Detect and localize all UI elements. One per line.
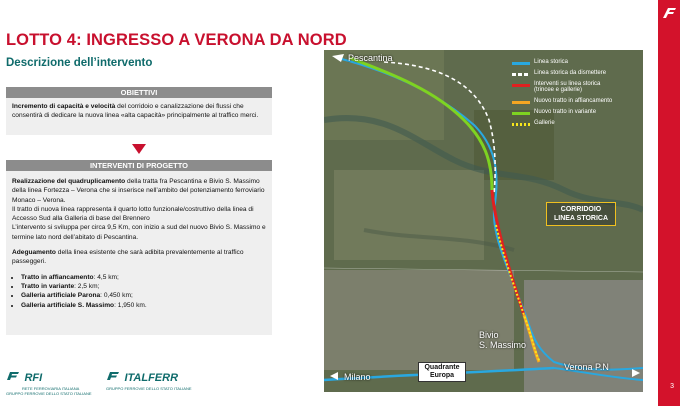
brand-sidebar: [658, 0, 680, 406]
rfi-logo-icon: [6, 371, 20, 381]
interventions-p1-text: della tratta fra Pescantina e Bivio S. Massimo della linea Fortezza – Verona che si inserisce nell’ambito del potenziamento ferroviario Monaco – Verona.: [12, 178, 265, 204]
legend-item: Nuovo tratto in variante: [512, 108, 643, 119]
interventions-header: INTERVENTI DI PROGETTO: [6, 160, 272, 171]
interventions-p4-bold: Adeguamento: [12, 249, 56, 257]
corridoio-line1: CORRIDOIO: [560, 206, 602, 213]
page-number: 3: [670, 383, 674, 390]
objectives-box: [6, 98, 272, 135]
interventions-p3: L’intervento si sviluppa per circa 9,5 Km, con inizio a sud del nuovo Bivio S. Massimo e termine lato nord dell’abitato di Pescantina.: [12, 224, 266, 241]
quadrante-box: [418, 362, 466, 382]
italferr-logo-icon: [106, 371, 120, 381]
legend-item: Linea storica da dismettere: [512, 69, 643, 80]
interventions-p2: Il tratto di nuova linea rappresenta il quarto lotto funzionale/costruttivo della linea di Accesso Sud alla Galleria di base del Brennero: [12, 205, 254, 223]
map-label-verona: Verona P.N: [564, 362, 609, 372]
quadrante-line2: Europa: [429, 372, 455, 379]
interventions-box: [6, 171, 272, 335]
rfi-sub2: GRUPPO FERROVIE DELLO STATO ITALIANE: [6, 391, 92, 396]
list-item: • Galleria artificiale S. Massimo: 1,950 km.: [21, 301, 266, 310]
legend-item: Gallerie: [512, 119, 643, 130]
down-arrow-icon: [132, 144, 146, 154]
legend-swatch: [512, 84, 530, 87]
objectives-text: [12, 102, 266, 121]
objectives-bold: Incremento di capacità e velocità: [12, 103, 116, 110]
map-label-pescantina: Pescantina: [348, 53, 393, 63]
interventions-p4: [12, 248, 266, 267]
italferr-sub: GRUPPO FERROVIE DELLO STATO ITALIANE: [106, 386, 192, 391]
map-label-milano: Milano: [344, 372, 371, 382]
fs-logo-icon: [660, 5, 678, 21]
corridoio-line2: LINEA STORICA: [553, 215, 609, 222]
list-item: • Tratto in variante: 2,5 km;: [21, 282, 266, 291]
objectives-header: OBIETTIVI: [6, 87, 272, 98]
interventions-p4-text: della linea esistente che sarà adibita prevalentemente al traffico passeggeri.: [12, 249, 244, 266]
rfi-name: RFI: [24, 372, 43, 384]
legend-swatch: [512, 101, 530, 104]
interventions-list: [12, 273, 266, 310]
list-item: • Tratto in affiancamento: 4,5 km;: [21, 273, 266, 282]
italferr-logo: [106, 368, 192, 391]
legend-swatch: [512, 123, 530, 126]
aerial-map: [324, 50, 643, 392]
legend-swatch: [512, 73, 530, 76]
interventions-p1: [12, 177, 266, 205]
legend-item: Interventi su linea storica (trincee e gallerie): [512, 80, 643, 97]
map-label-san-massimo: S. Massimo: [479, 340, 527, 350]
rfi-sub1: RETE FERROVIARIA ITALIANA: [22, 386, 80, 391]
page-subtitle: Descrizione dell’intervento: [6, 57, 153, 69]
legend-swatch: [512, 112, 530, 115]
list-item: • Galleria artificiale Parona: 0,450 km;: [21, 291, 266, 300]
page-title: LOTTO 4: INGRESSO A VERONA DA NORD: [6, 31, 347, 49]
quadrante-line1: Quadrante: [424, 364, 460, 371]
legend-item: Linea storica: [512, 58, 643, 69]
map-legend: [512, 58, 643, 130]
legend-item: Nuovo tratto in affiancamento: [512, 97, 643, 108]
map-label-bivio: Bivio: [479, 330, 499, 340]
interventions-p1-bold: Realizzazione del quadruplicamento: [12, 178, 126, 185]
objectives-body: del corridoio e canalizzazione dei flussi che consentirà di dedicare la nuova linea «alta capacità» principalmente al traffico merci.: [12, 103, 259, 120]
corridoio-box: [546, 202, 616, 226]
rfi-logo: [6, 368, 92, 396]
legend-swatch: [512, 62, 530, 65]
italferr-name: ITALFERR: [124, 372, 179, 384]
